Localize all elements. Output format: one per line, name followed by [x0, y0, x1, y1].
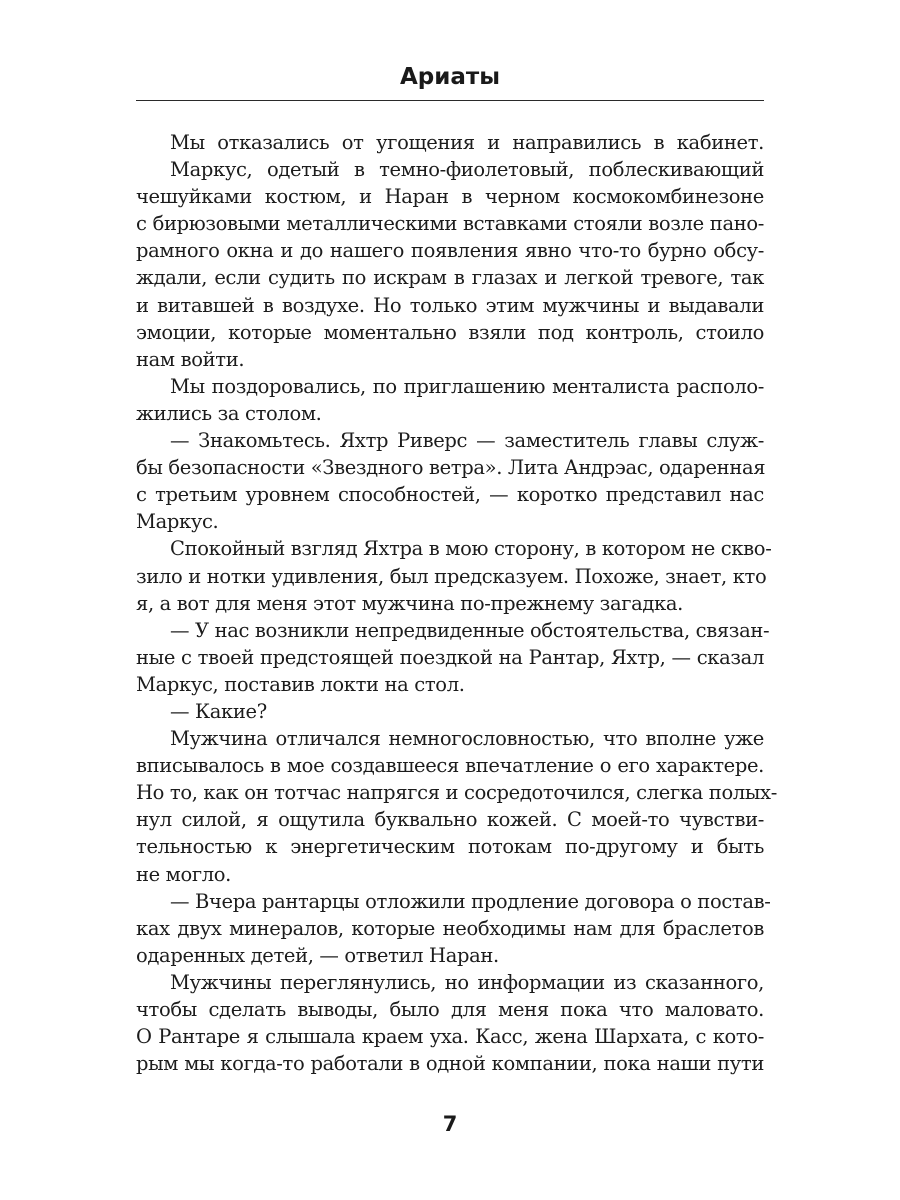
text-line: не могло. [136, 862, 232, 886]
text-line: я, а вот для меня этот мужчина по-прежнему загадка. [136, 591, 683, 615]
text-line: и витавшей в воздухе. Но только этим мужчины и выдавали [136, 293, 764, 317]
text-line: нам войти. [136, 347, 245, 371]
header-divider [136, 100, 764, 101]
text-line: ках двух минералов, которые необходимы нам для браслетов [136, 916, 764, 940]
text-line: — Вчера рантарцы отложили продление договора о постав- [170, 889, 771, 913]
page-body-text [136, 129, 777, 1077]
text-line: эмоции, которые моментально взяли под контроль, стоило [136, 320, 764, 344]
text-line: тельностью к энергетическим потокам по-другому и быть [136, 835, 764, 859]
text-line: Маркус, поставив локти на стол. [136, 672, 465, 696]
text-line: О Рантаре я слышала краем уха. Касс, жена Шархата, с кото- [136, 1025, 764, 1049]
text-line: ждали, если судить по искрам в глазах и легкой тревоге, так [136, 266, 764, 290]
page-number: 7 [442, 1112, 458, 1136]
text-line: чешуйками костюм, и Наран в черном космокомбинезоне [136, 185, 764, 209]
text-line: — Какие? [170, 699, 267, 723]
text-line: рамного окна и до нашего появления явно что-то бурно обсу- [136, 239, 764, 263]
text-line: Маркус, одетый в темно-фиолетовый, поблескивающий [170, 158, 764, 182]
text-line: Мы отказались от угощения и направились в кабинет. [170, 131, 764, 154]
text-line: с третьим уровнем способностей, — коротко представил нас [136, 483, 764, 507]
text-line: Мужчины переглянулись, но информации из сказанного, [170, 970, 764, 994]
text-line: с бирюзовыми металлическими вставками стояли возле пано- [136, 212, 764, 236]
text-line: Но то, как он тотчас напрягся и сосредоточился, слегка полых- [136, 781, 777, 805]
text-line: одаренных детей, — ответил Наран. [136, 943, 499, 967]
text-line: чтобы сделать выводы, было для меня пока что маловато. [136, 998, 764, 1021]
text-line: — У нас возникли непредвиденные обстоятельства, связан- [170, 618, 770, 642]
text-line: жились за столом. [136, 401, 322, 425]
text-line: нул силой, я ощутила буквально кожей. С моей-то чувстви- [136, 808, 764, 832]
text-line: бы безопасности «Звездного ветра». Лита Андрэас, одаренная [136, 456, 766, 480]
text-line: Мужчина отличался немногословностью, что вполне уже [170, 727, 764, 751]
text-line: Спокойный взгляд Яхтра в мою сторону, в котором не скво- [170, 537, 772, 561]
text-line: Маркус. [136, 510, 219, 534]
running-header-title: Ариаты [399, 64, 501, 90]
text-line: Мы поздоровались, по приглашению менталиста располо- [170, 374, 764, 398]
text-line: вписывалось в мое создавшееся впечатление о его характере. [136, 754, 764, 778]
text-line: ные с твоей предстоящей поездкой на Рантар, Яхтр, — сказал [136, 645, 764, 669]
text-line: рым мы когда-то работали в одной компании, пока наши пути [136, 1052, 764, 1076]
text-line: — Знакомьтесь. Яхтр Риверс — заместитель главы служ- [170, 429, 764, 453]
text-line: зило и нотки удивления, был предсказуем. Похоже, знает, кто [136, 564, 767, 588]
